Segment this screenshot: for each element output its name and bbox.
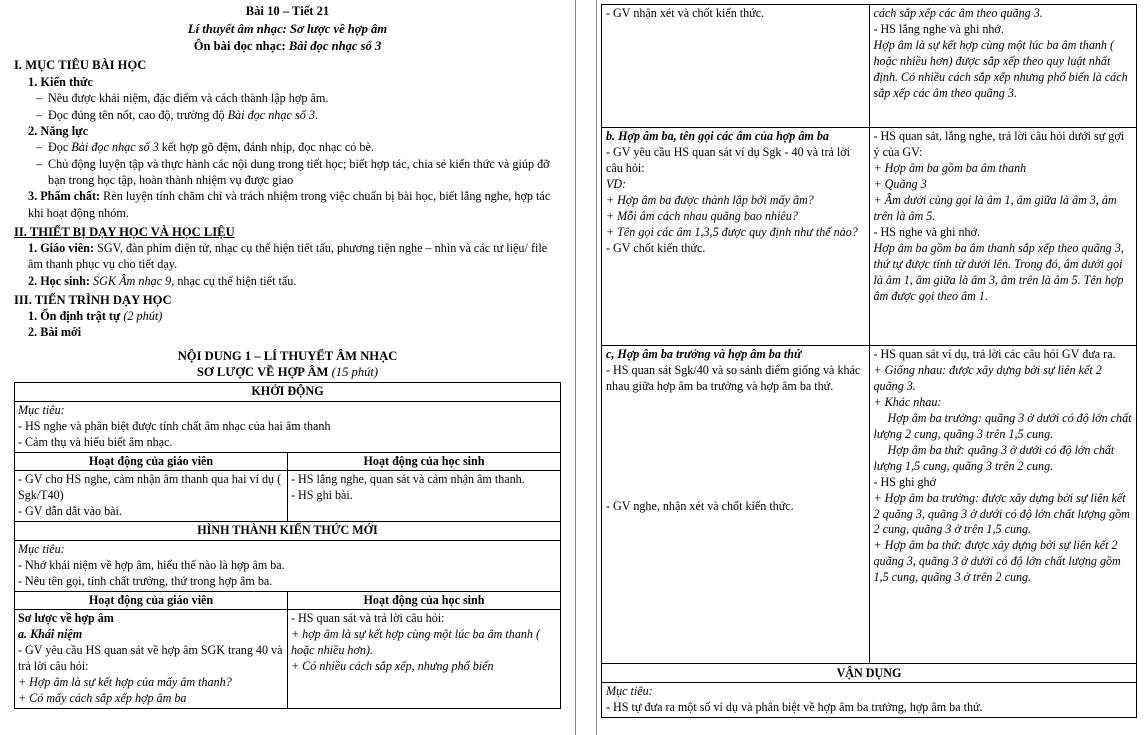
student-line: - HS quan sát và trả lời câu hỏi: <box>291 611 445 626</box>
section-2-teacher: 1. Giáo viên: SGV, đàn phím điện tử, nhạc cụ thể hiện tiết tấu, phương tiện nghe – nhìn và các tư liệu/ file âm thanh phục vụ cho tiết dạy. <box>28 241 548 272</box>
header-student-activity: Hoạt động của học sinh <box>288 591 561 610</box>
teacher-line: + Tên gọi các âm 1,3,5 được quy định như thế nào? <box>606 224 858 239</box>
section-1-1-list <box>36 90 561 123</box>
student-line: - HS lắng nghe, quan sát và cảm nhận âm thanh. <box>291 472 525 487</box>
student-line: + Có nhiều cách sắp xếp, nhưng phổ biến <box>291 659 494 674</box>
student-line: Hợp âm ba trưởng: quãng 3 ở dưới có độ lớn chất lượng 2 cung, quãng 3 trên 1,5 cung. <box>873 410 1132 441</box>
list-item: – Đọc Bài đọc nhạc số 3 kết hợp gõ đệm, đánh nhịp, đọc nhạc có bè. <box>36 139 561 155</box>
section-3-1: 1. Ổn định trật tự (2 phút) <box>28 309 163 324</box>
muc-tieu-item: - HS tự đưa ra một số ví dụ và phân biệt về hợp âm ba trưởng, hợp âm ba thứ. <box>606 699 983 714</box>
khoi-dong-table <box>14 382 561 709</box>
student-line: + Khác nhau: <box>873 394 942 409</box>
teacher-line: Sơ lược về hợp âm <box>18 611 114 626</box>
row3-student-cell <box>869 346 1137 664</box>
header-teacher-activity: Hoạt động của giáo viên <box>15 452 288 471</box>
khoi-dong-muctieu-cell <box>15 401 561 452</box>
muc-tieu-item: - Nêu tên gọi, tính chất trưởng, thứ trong hợp âm ba. <box>18 573 273 588</box>
row1-student-cell <box>869 5 1137 128</box>
teacher-line: - GV nhận xét và chốt kiến thức. <box>606 6 765 20</box>
section-1-heading: I. MỤC TIÊU BÀI HỌC <box>14 58 147 73</box>
teacher-line: + Có mấy cách sắp xếp hợp âm ba <box>18 691 187 705</box>
header-teacher-activity: Hoạt động của giáo viên <box>15 591 288 610</box>
teacher-line: - GV yêu cầu HS quan sát ví dụ Sgk - 40 và trả lời câu hỏi: <box>606 144 850 175</box>
section-1-2-heading: 2. Năng lực <box>28 123 89 138</box>
student-line: - HS lắng nghe và ghi nhớ. <box>873 21 1004 36</box>
section-1-2-list <box>36 139 561 188</box>
teacher-line: - HS quan sát Sgk/40 và so sánh điểm giống và khác nhau giữa hợp âm ba trưởng và hợp âm ba thứ. <box>606 362 861 393</box>
teacher-line: + Hợp âm ba được thành lập bởi mấy âm? <box>606 192 814 207</box>
student-line: - HS ghi ghớ <box>873 474 937 489</box>
lesson-title: Lí thuyết âm nhạc: Sơ lược về hợp âm <box>187 21 388 36</box>
band-hinh-thanh: HÌNH THÀNH KIẾN THỨC MỚI <box>15 522 561 541</box>
lesson-subtitle: Ôn bài đọc nhạc: Bài đọc nhạc số 3 <box>193 39 382 54</box>
section-1-1-heading: 1. Kiến thức <box>28 74 93 89</box>
content-block-subtitle: SƠ LƯỢC VỀ HỢP ÂM (15 phút) <box>196 364 379 379</box>
hinh-thanh-student-cell <box>288 610 561 709</box>
teacher-line: - GV dẫn dắt vào bài. <box>18 504 122 519</box>
list-item: – Chủ động luyện tập và thực hành các nội dung trong tiết học; biết hợp tác, chia sẻ kiến thức và giúp đỡ bạn trong học tập, hoàn thành nhiệm vụ được giao <box>36 156 561 189</box>
hinh-thanh-teacher-cell <box>15 610 288 709</box>
muc-tieu-item: - Nhớ khái niệm về hợp âm, hiểu thế nào là hợp âm ba. <box>18 557 285 572</box>
section-2-heading: II. THIẾT BỊ DẠY HỌC VÀ HỌC LIỆU <box>14 224 235 239</box>
row1-teacher-cell <box>602 5 870 128</box>
student-line: - HS nghe và ghi nhớ. <box>873 224 980 239</box>
band-khoi-dong: KHỞI ĐỘNG <box>15 383 561 402</box>
content-block-title: NỘI DUNG 1 – LÍ THUYẾT ÂM NHẠC <box>177 348 398 363</box>
student-line: Hợp âm là sự kết hợp cùng một lúc ba âm thanh ( hoặc nhiều hơn) được sắp xếp theo quy luật nhất định. Có nhiều cách sắp xếp nhưng phổ biến là cách sắp xếp các âm theo quãng 3. <box>873 37 1128 100</box>
student-line: Hợp âm ba thứ: quãng 3 ở dưới có độ lớn chất lượng 1,5 cung, quãng 3 trên 2 cung. <box>873 442 1115 473</box>
teacher-line: - GV cho HS nghe, cảm nhận âm thanh qua hai ví dụ ( Sgk/T40) <box>18 472 282 503</box>
row3-teacher-cell <box>602 346 870 664</box>
section-3-2: 2. Bài mới <box>28 325 82 340</box>
khoi-dong-student-cell <box>288 471 561 522</box>
muc-tieu-label: Mục tiêu: <box>606 684 653 699</box>
hinh-thanh-muctieu-cell <box>15 540 561 591</box>
teacher-line: + Mỗi âm cách nhau quãng bao nhiêu? <box>606 208 798 223</box>
teacher-line: b. Hợp âm ba, tên gọi các âm của hợp âm ba <box>606 129 829 143</box>
khoi-dong-teacher-cell <box>15 471 288 522</box>
van-dung-muctieu-cell <box>602 683 1137 718</box>
student-line: - HS quan sát, lắng nghe, trả lời câu hỏi dưới sự gợi ý của GV: <box>873 129 1125 159</box>
page-separator <box>575 0 597 735</box>
student-line: + Âm dưới cùng gọi là âm 1, âm giữa là âm 3, âm trên là âm 5. <box>873 192 1117 223</box>
row2-student-cell <box>869 128 1137 346</box>
student-line: + hợp âm là sự kết hợp cùng một lúc ba âm thanh ( hoặc nhiều hơn). <box>291 627 541 658</box>
student-line: + Hợp âm ba trưởng: được xây dựng bởi sự liên kết 2 quãng 3, quãng 3 ở dưới có độ lớn chất lượng gồm 2 cung, quãng 3 ở trên 1,5 cung. <box>873 490 1130 537</box>
student-line: + Quãng 3 <box>873 176 927 191</box>
teacher-line: - GV chốt kiến thức. <box>606 240 706 255</box>
right-continuation-table <box>601 4 1137 718</box>
right-column <box>597 0 1147 735</box>
section-2-student: 2. Học sinh: SGK Âm nhạc 9, nhạc cụ thể hiện tiết tấu. <box>28 273 297 288</box>
student-line: + Hợp âm ba gồm ba âm thanh <box>873 160 1027 175</box>
teacher-line: - GV nghe, nhận xét và chốt kiến thức. <box>606 498 794 513</box>
list-item: – Đọc đúng tên nốt, cao độ, trường độ Bài đọc nhạc số 3. <box>36 107 561 123</box>
band-van-dung: VẬN DỤNG <box>602 664 1137 683</box>
student-line: - HS ghi bài. <box>291 488 353 503</box>
student-line: Hợp âm ba gồm ba âm thanh sắp xếp theo quãng 3, thứ tự được tính từ dưới lên. Trong đó, âm dưới gọi là âm 1, âm giữa là âm 3, âm trên là âm 5. Tên hợp âm được gọi theo âm 1. <box>873 240 1124 303</box>
section-1-3: 3. Phẩm chất: Rèn luyện tính chăm chỉ và trách nhiệm trong việc chuẩn bị bài học, biết lắng nghe, hợp tác khi hoạt động nhóm. <box>28 189 551 220</box>
teacher-line: + Hợp âm là sự kết hợp của mấy âm thanh? <box>18 675 232 690</box>
muc-tieu-label: Mục tiêu: <box>18 541 65 556</box>
teacher-line: - GV yêu cầu HS quan sát về hợp âm SGK trang 40 và trả lời câu hỏi: <box>18 643 283 674</box>
student-line: + Giống nhau: được xây dựng bởi sự liên kết 2 quãng 3. <box>873 362 1102 393</box>
muc-tieu-item: - Cảm thụ và hiểu biết âm nhạc. <box>18 434 173 449</box>
student-line: + Hợp âm ba thứ: được xây dựng bởi sự liên kết 2 quãng 3, quãng 3 ở dưới có độ lớn chất lượng gồm 1,5 cung, quãng 3 ở trên 2 cung. <box>873 538 1121 585</box>
muc-tieu-item: - HS nghe và phân biệt được tính chất âm nhạc của hai âm thanh <box>18 418 331 433</box>
student-line: cách sắp xếp các âm theo quãng 3. <box>873 6 1043 20</box>
header-student-activity: Hoạt động của học sinh <box>288 452 561 471</box>
student-line: - HS quan sát ví dụ, trả lời các câu hỏi GV đưa ra. <box>873 347 1116 361</box>
teacher-line: a. Khái niệm <box>18 627 83 642</box>
list-item: – Nêu được khái niệm, đặc điểm và cách thành lập hợp âm. <box>36 90 561 106</box>
teacher-line: VD: <box>606 176 627 191</box>
lesson-number: Bài 10 – Tiết 21 <box>245 4 330 18</box>
teacher-line: c, Hợp âm ba trưởng và hợp âm ba thứ <box>606 347 802 361</box>
section-3-heading: III. TIẾN TRÌNH DẠY HỌC <box>14 292 172 307</box>
row2-teacher-cell <box>602 128 870 346</box>
muc-tieu-label: Mục tiêu: <box>18 402 65 417</box>
